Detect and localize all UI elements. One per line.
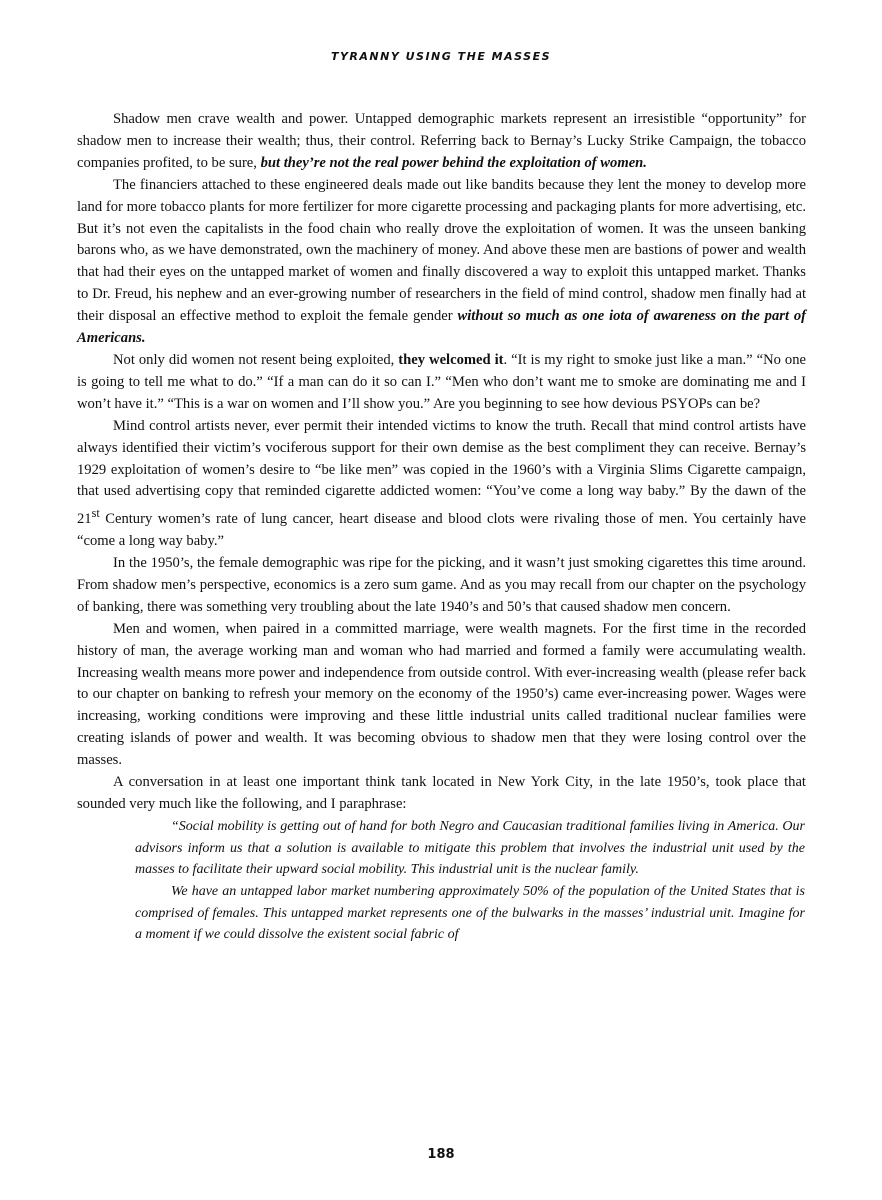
body-text <box>77 109 806 946</box>
paragraph-2: The financiers attached to these engineered deals made out like bandits because they lent the money to develop more land for more tobacco plants for more fertilizer for more cigarette processing and packaging plants for more advertising, etc. But it’s not even the capitalists in the food chain who really drove the exploitation of women. It was the unseen banking barons who, as we have demonstrated, own the machinery of money. And above these men are bastions of power and wealth that had their eyes on the untapped market of women and finally discovered a way to exploit this untapped market. Thanks to Dr. Freud, his nephew and an ever-growing number of researchers in the field of mind control, shadow men finally had at their disposal an effective method to exploit the female gender without so much as one iota of awareness on the part of Americans. <box>77 176 807 347</box>
paragraph-3: Not only did women not resent being exploited, they welcomed it. “It is my right to smoke just like a man.” “No one is going to tell me what to do.” “If a man can do it so can I.” “Men who don’t want me to smoke are dominating me and I won’t have it.” “This is a war on women and I’ll show you.” Are you beginning to see how devious PSYOPs can be? <box>77 351 806 412</box>
paragraph-1: Shadow men crave wealth and power. Untapped demographic markets represent an irresistible “opportunity” for shadow men to increase their wealth; thus, their control. Referring back to Bernay’s Lucky Strike Campaign, the tobacco companies profited, to be sure, but they’re not the real power behind the exploitation of women. <box>77 111 806 171</box>
quote-paragraph-2: We have an untapped labor market numbering approximately 50% of the population of the United States that is comprised of females. This untapped market represents one of the bulwarks in the masses’ industrial unit. Imagine for a moment if we could dissolve the existent social fabric of <box>135 883 805 943</box>
block-quote <box>135 816 805 946</box>
paragraph-6: Men and women, when paired in a committed marriage, were wealth magnets. For the first time in the recorded history of man, the average working man and woman who had married and formed a family were accumulating wealth. Increasing wealth means more power and independence from outside control. With ever-increasing wealth (please refer back to our chapter on banking to refresh your memory on the economy of the 1950’s) came ever-increasing power. Wages were increasing, working conditions were improving and these little industrial units called traditional nuclear families were creating islands of power and wealth. It was becoming obvious to shadow men that they were losing control over the masses. <box>77 620 806 769</box>
paragraph-7: A conversation in at least one important think tank located in New York City, in the late 1950’s, took place that sounded very much like the following, and I paraphrase: <box>77 774 806 812</box>
running-header: TYRANNY USING THE MASSES <box>330 50 552 63</box>
paragraph-4: Mind control artists never, ever permit their intended victims to know the truth. Recall that mind control artists have always identified their victim’s vociferous support for their own demise as the best compliment they can receive. Bernay’s 1929 exploitation of women’s desire to “be like men” was copied in the 1960’s with a Virginia Slims Cigarette campaign, that used advertising copy that reminded cigarette addicted women: “You’ve come a long way baby.” By the dawn of the 21st Century women’s rate of lung cancer, heart disease and blood clots were rivaling those of men. You certainly have “come a long way baby.” <box>77 417 806 550</box>
emphasis-text: without so much as one iota of awareness on the part of Americans. <box>77 308 807 347</box>
emphasis-text: but they’re not the real power behind the exploitation of women. <box>260 154 647 171</box>
ordinal-suffix: st <box>91 506 100 521</box>
paragraph-5: In the 1950’s, the female demographic was ripe for the picking, and it wasn’t just smoking cigarettes this time around. From shadow men’s perspective, economics is a zero sum game. And as you may recall from our chapter on the psychology of banking, there was something very troubling about the late 1940’s and 50’s that caused shadow men concern. <box>77 554 806 615</box>
bold-text: they welcomed it <box>398 351 504 368</box>
quote-paragraph-1: “Social mobility is getting out of hand for both Negro and Caucasian traditional families living in America. Our advisors inform us that a solution is available to mitigate this problem that involves the industrial unit used by the masses to facilitate their upward social mobility. This industrial unit is the nuclear family. <box>135 818 805 878</box>
page-number: 188 <box>427 1147 455 1162</box>
